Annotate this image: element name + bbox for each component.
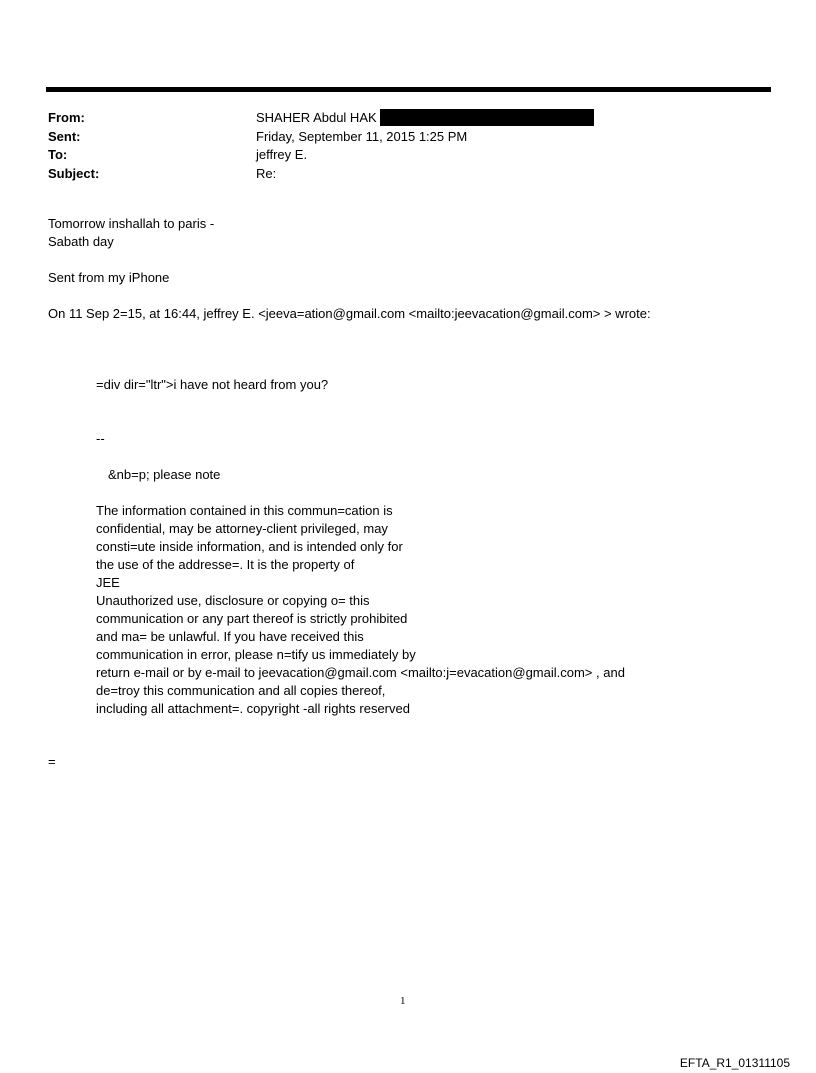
signature: Sent from my iPhone bbox=[48, 270, 170, 285]
document-id: EFTA_R1_01311105 bbox=[679, 1056, 790, 1070]
trailing-mark: = bbox=[48, 754, 56, 769]
to-row bbox=[48, 146, 594, 165]
quoted-separator: -- bbox=[96, 431, 105, 446]
redaction-bar bbox=[380, 109, 594, 126]
header-rule bbox=[46, 87, 771, 92]
disclaimer-line: consti=ute inside information, and is intended only for bbox=[96, 539, 403, 554]
from-label: From: bbox=[48, 110, 85, 125]
disclaimer-line: return e-mail or by e-mail to jeevacation@gmail.com <mailto:j=evacation@gmail.com> , and bbox=[96, 665, 625, 680]
sent-row bbox=[48, 128, 594, 147]
disclaimer-line: the use of the addresse=. It is the property of bbox=[96, 557, 355, 572]
body-line: Tomorrow inshallah to paris - bbox=[48, 216, 215, 231]
page-number: 1 bbox=[400, 995, 406, 1007]
sent-label: Sent: bbox=[48, 128, 81, 144]
from-row bbox=[48, 109, 594, 128]
to-label: To: bbox=[48, 147, 68, 162]
to-value: jeffrey E. bbox=[256, 147, 308, 162]
disclaimer-line: and ma= be unlawful. If you have received this bbox=[96, 629, 364, 644]
disclaimer-block bbox=[96, 502, 625, 718]
quoted-note: &nb=p; please note bbox=[108, 467, 221, 482]
subject-value: Re: bbox=[256, 165, 277, 181]
disclaimer-line: communication or any part thereof is strictly prohibited bbox=[96, 611, 408, 626]
disclaimer-line: The information contained in this commun=cation is bbox=[96, 503, 393, 518]
quoted-message: =div dir="ltr">i have not heard from you? bbox=[96, 377, 329, 392]
reply-intro: On 11 Sep 2=15, at 16:44, jeffrey E. <jeeva=ation@gmail.com <mailto:jeevacation@gmail.com> > wrote: bbox=[48, 306, 651, 321]
email-header bbox=[48, 109, 594, 183]
subject-row bbox=[48, 165, 594, 184]
body-line: Sabath day bbox=[48, 234, 114, 249]
disclaimer-line: including all attachment=. copyright -all rights reserved bbox=[96, 701, 410, 716]
body-message bbox=[48, 215, 214, 251]
sent-value: Friday, September 11, 2015 1:25 PM bbox=[256, 128, 468, 144]
subject-label: Subject: bbox=[48, 165, 100, 181]
from-value: SHAHER Abdul HAK bbox=[256, 110, 377, 125]
disclaimer-line: de=troy this communication and all copies thereof, bbox=[96, 683, 386, 698]
disclaimer-line: Unauthorized use, disclosure or copying o= this bbox=[96, 593, 370, 608]
disclaimer-line: communication in error, please n=tify us immediately by bbox=[96, 647, 416, 662]
disclaimer-line: confidential, may be attorney-client privileged, may bbox=[96, 521, 388, 536]
disclaimer-line: JEE bbox=[96, 575, 120, 590]
